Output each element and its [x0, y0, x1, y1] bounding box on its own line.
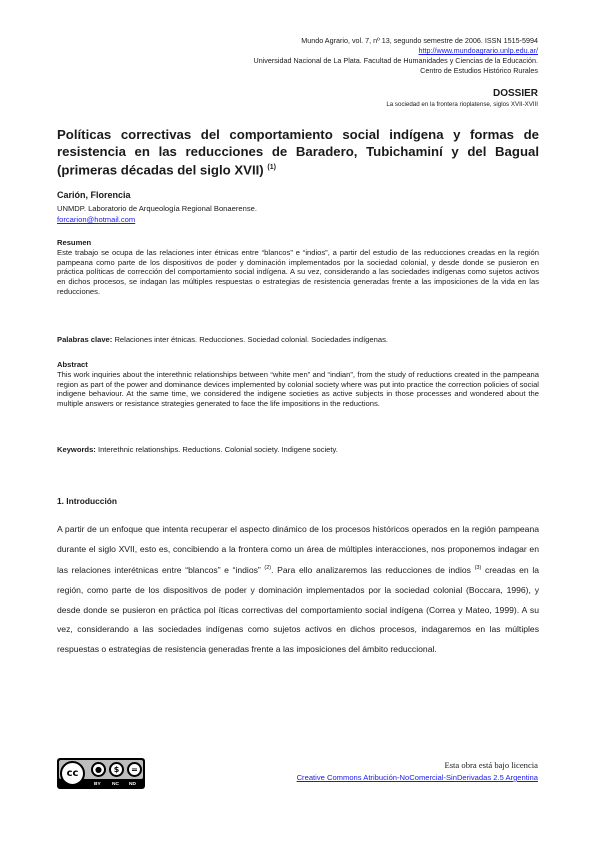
center-line: Centro de Estudios Histórico Rurales — [420, 66, 538, 75]
author-name: Carión, Florencia — [57, 190, 131, 200]
intro-heading: 1. Introducción — [57, 496, 118, 506]
license-text: Esta obra está bajo licencia — [444, 760, 538, 770]
intro-text-1: A partir de un enfoque que intenta recuperar el aspecto dinámico de los procesos históricos operados en la región pampeana durante el siglo XVII, esto es, concibiendo a la frontera como un área de múltiples interacciones, nos proponemos indagar en las relaciones interétnicas entre “blancos” e “indios” — [57, 524, 539, 576]
palabras-clave-text: Relaciones inter étnicas. Reducciones. Sociedad colonial. Sociedades indígenas. — [114, 335, 388, 344]
footnote-ref-2[interactable]: (2) — [264, 565, 272, 572]
noncommercial-icon: $ — [109, 762, 124, 777]
article-title-text: Políticas correctivas del comportamiento social indígena y formas de resistencia en las reducciones de Baradero, Tubichaminí y del Bagual (primeras décadas del siglo XVII) — [57, 127, 539, 178]
keywords-text: Interethnic relationships. Reductions. Colonial society. Indigene society. — [97, 445, 338, 454]
by-label: BY — [94, 782, 101, 787]
intro-paragraph — [57, 520, 539, 660]
cc-license-badge[interactable] — [57, 758, 145, 789]
license-link[interactable]: Creative Commons Atribución-NoComercial-SinDerivadas 2.5 Argentina — [296, 773, 538, 782]
resumen-text: Este trabajo se ocupa de las relaciones inter étnicas entre “blancos” e “indios”, a partir del estudio de las reducciones creadas en la región pampeana como parte de los dispositivos de poder y dominación implementados por la sociedad colonial, y desde donde se pusieron en práctica políticas de corrección del comportamiento social indígena. A su vez, considerando a las sociedades indígenas como sujetos activos en dichos procesos, se indagan las múltiples respuestas o estrategias de resistencia generadas frente a las imposiciones de la vida en las reducciones. — [57, 248, 539, 296]
abstract-text: This work inquiries about the interethnic relationships between “white men” and “indian”, from the study of reductions created in the pampeana region as part of the power and dominance devices implemented by colonial society where was put into practice the correction policies of social indigene behaviour. At the same time, we considered the indigene societies as active subjects in those processes and wondered about the multiple answers or resistance strategies generated to face the life impositions in the reductions. — [57, 370, 539, 409]
intro-text-2: . Para ello analizaremos las reducciones de indios — [271, 565, 471, 576]
footnote-ref-3[interactable]: (3) — [474, 565, 482, 572]
cc-icon: cc — [60, 761, 85, 786]
noderivatives-icon: = — [127, 762, 142, 777]
article-title — [57, 127, 539, 179]
title-footnote-ref[interactable]: (1) — [267, 164, 276, 172]
palabras-clave — [57, 335, 539, 344]
keywords — [57, 445, 539, 454]
journal-citation: Mundo Agrario, vol. 7, nº 13, segundo semestre de 2006. ISSN 1515-5994 — [301, 36, 538, 45]
intro-text-3: creadas en la región, como parte de los dispositivos de poder y dominación implementados por la sociedad colonial (Boccara, 1996), y desde donde se pusieron en práctica pol íticas correctivas del comportamiento social indígena (Correa y Mateo, 1999). A su vez, considerando a las sociedades indígenas como sujetos activos en dichos procesos, indagaremos en las múltiples respuestas o estrategias de resistencia generadas frente a las imposiciones del ámbito reduccional. — [57, 565, 540, 655]
author-email-link[interactable]: forcarion@hotmail.com — [57, 215, 136, 224]
keywords-label: Keywords: — [57, 445, 96, 454]
nc-label: NC — [112, 782, 119, 787]
attribution-icon: ● — [91, 762, 106, 777]
author-affiliation: UNMDP. Laboratorio de Arqueología Regional Bonaerense. — [57, 204, 257, 213]
university-line: Universidad Nacional de La Plata. Facultad de Humanidades y Ciencias de la Educación. — [253, 56, 538, 65]
abstract-heading: Abstract — [57, 360, 88, 369]
resumen-heading: Resumen — [57, 238, 92, 247]
journal-url-link[interactable]: http://www.mundoagrario.unlp.edu.ar/ — [418, 46, 538, 55]
nd-label: ND — [129, 782, 136, 787]
palabras-clave-label: Palabras clave: — [57, 335, 113, 344]
section-subtitle: La sociedad en la frontera rioplatense, siglos XVII-XVIII — [386, 101, 538, 108]
section-label: DOSSIER — [492, 88, 538, 99]
